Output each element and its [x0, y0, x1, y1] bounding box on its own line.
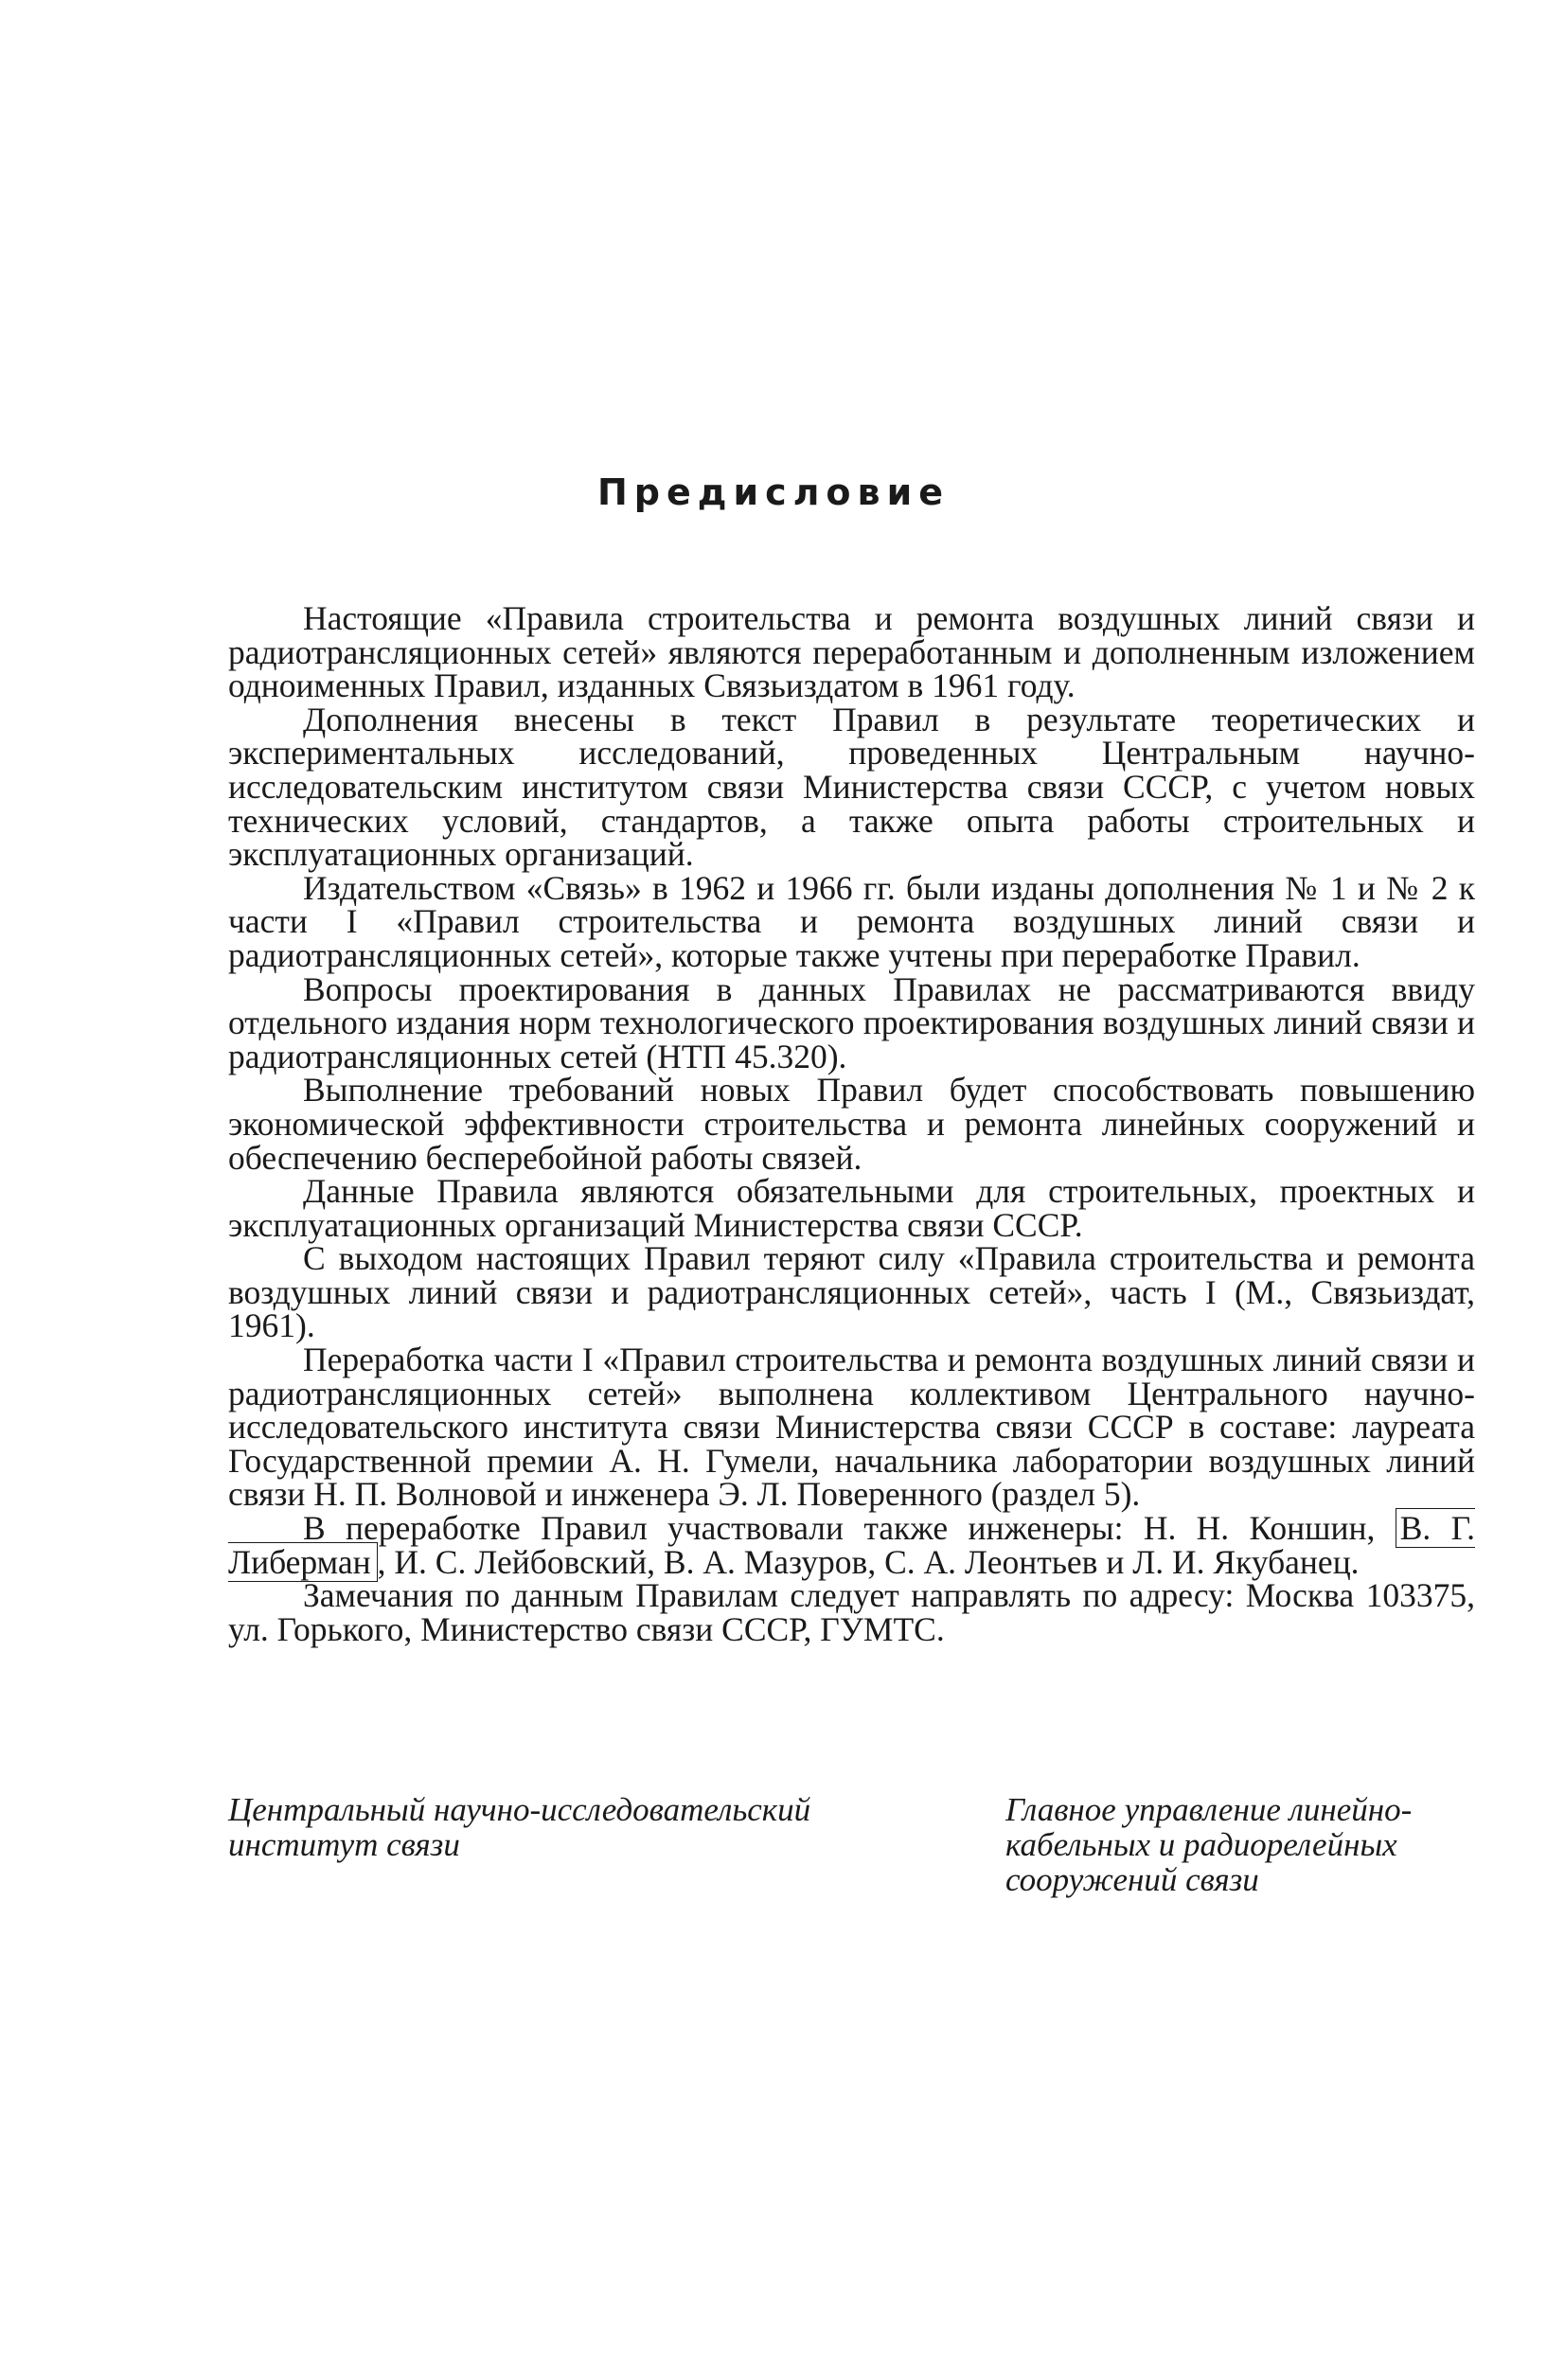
boxed-name: В. Г. Либерман	[228, 1509, 1475, 1581]
signature-left	[228, 1792, 929, 1862]
paragraph-1: Настоящие «Правила строительства и ремонта воздушных линий связи и радиотрансляционных сетей» являются переработанным и дополненным изложением одноименных Правил, изданных Связьиздатом в 1961 году.	[228, 599, 1475, 705]
participants-text-before: В переработке Правил участвовали также инженеры: Н. Н. Коншин,	[303, 1509, 1376, 1548]
paragraph-8: Переработка части I «Правил строительства и ремонта воздушных линий связи и радиотрансляционных сетей» выполнена коллективом Центрального научно-исследовательского института связи Министерства связи СССР в составе: лауреата Государственной премии А. Н. Гумели, начальника лаборатории воздушных линий связи Н. П. Волновой и инженера Э. Л. Поверенного (раздел 5).	[228, 1341, 1475, 1514]
signature-right-line-3: сооружений связи	[1005, 1861, 1259, 1898]
paragraph-3: Издательством «Связь» в 1962 и 1966 гг. были изданы дополнения № 1 и № 2 к части I «Правил строительства и ремонта воздушных линий связи и радиотрансляционных сетей», которые также учтены при переработке Правил.	[228, 868, 1475, 974]
paragraph-4: Вопросы проектирования в данных Правилах не рассматриваются ввиду отдельного издания норм технологического проектирования воздушных линий связи и радиотрансляционных сетей (НТП 45.320).	[228, 969, 1475, 1075]
page-title: Предисловие	[596, 471, 950, 513]
paragraph-7: С выходом настоящих Правил теряют силу «Правила строительства и ремонта воздушных линий связи и радиотрансляционных сетей», часть I (М., Связьиздат, 1961).	[228, 1239, 1475, 1345]
remarks-paragraph: Замечания по данным Правилам следует направлять по адресу: Москва 103375, ул. Горького, Министерство связи СССР, ГУМТС.	[228, 1576, 1475, 1648]
signature-right	[1005, 1792, 1498, 1897]
participants-text-after: , И. С. Лейбовский, В. А. Мазуров, С. А. Леонтьев и Л. И. Якубанец.	[377, 1542, 1360, 1581]
participants-paragraph	[228, 1509, 1475, 1581]
paragraph-2: Дополнения внесены в текст Правил в результате теоретических и экспериментальных исследований, проведенных Центральным научно-исследовательским институтом связи Министерства связи СССР, с учетом новых технических условий, стандартов, а также опыта работы строительных и эксплуатационных организаций.	[228, 700, 1475, 874]
signature-right-line-2: кабельных и радиорелейных	[1005, 1826, 1397, 1863]
preface-body	[228, 599, 1475, 1648]
signature-right-line-1: Главное управление линейно-	[1005, 1791, 1413, 1828]
signature-left-line-1: Центральный научно-исследовательский	[228, 1791, 811, 1828]
signature-left-line-2: институт связи	[228, 1826, 460, 1863]
paragraph-5: Выполнение требований новых Правил будет способствовать повышению экономической эффективности строительства и ремонта линейных сооружений и обеспечению бесперебойной работы связей.	[228, 1071, 1475, 1177]
paragraph-6: Данные Правила являются обязательными для строительных, проектных и эксплуатационных организаций Министерства связи СССР.	[228, 1172, 1475, 1244]
